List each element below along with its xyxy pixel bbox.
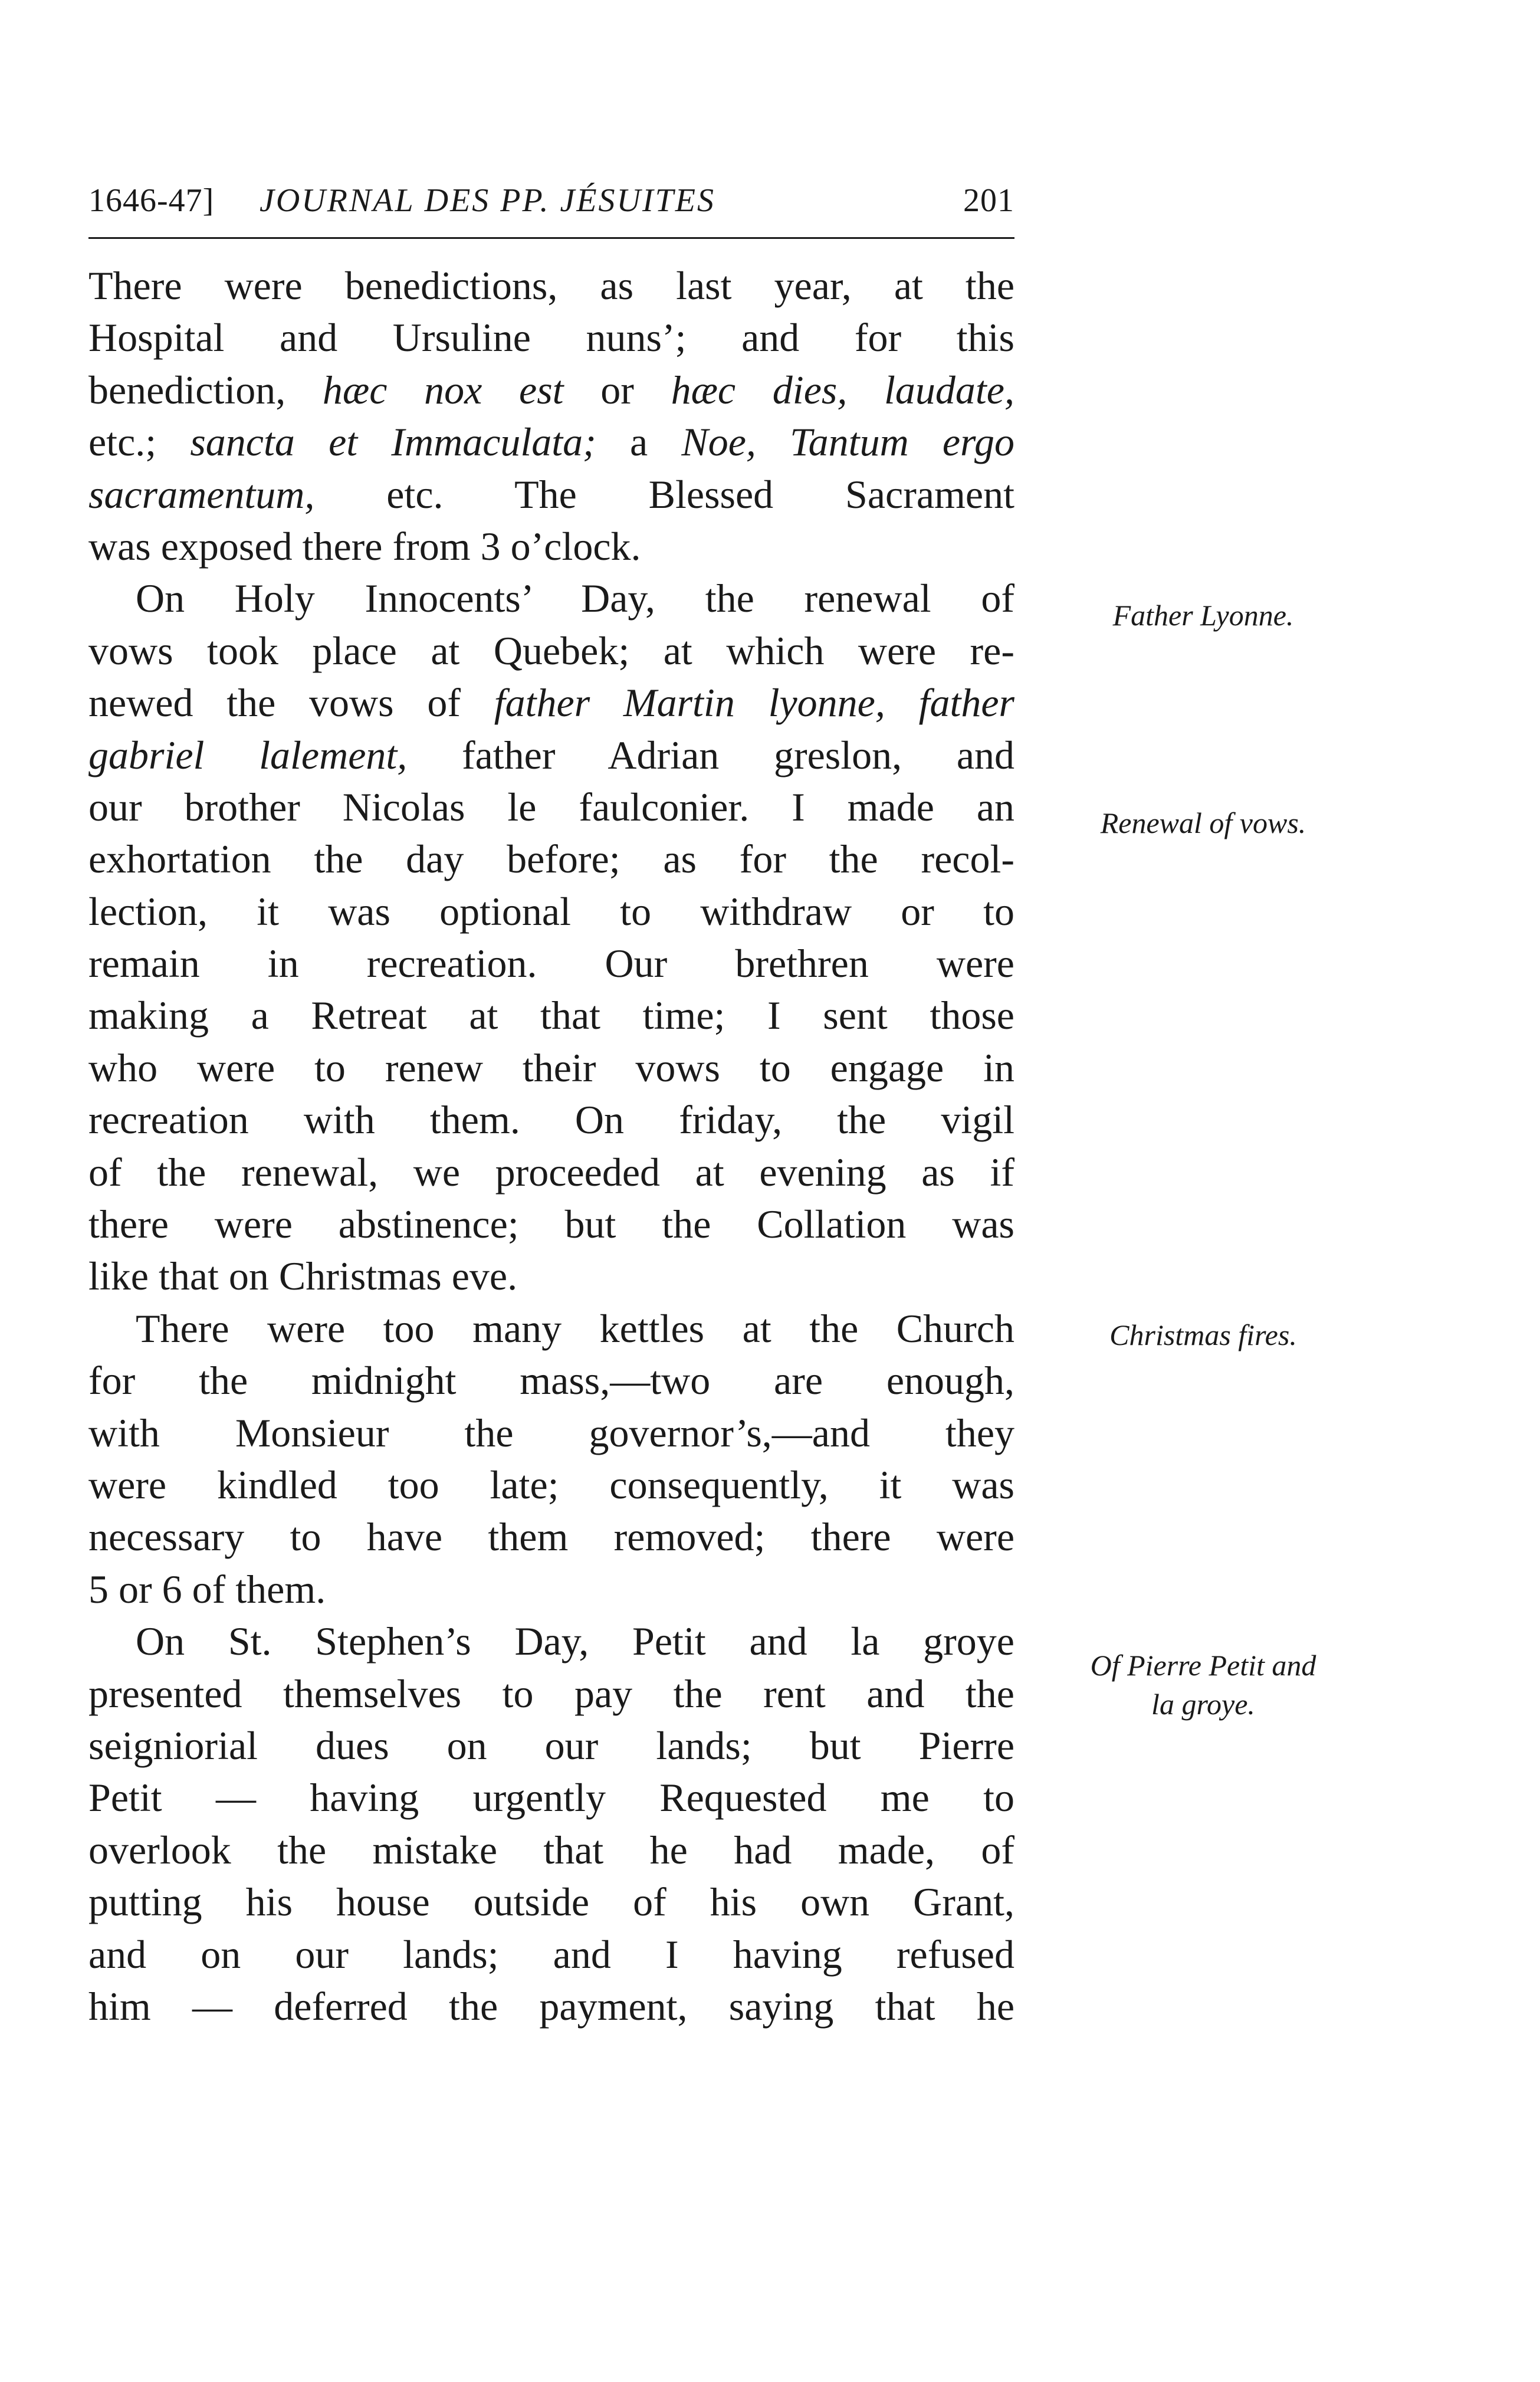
text-segment: On Holy Innocents’ Day, the renewal of bbox=[136, 576, 1014, 621]
text-segment: recreation with them. On friday, the vigil bbox=[88, 1097, 1014, 1143]
text-segment: etc.; bbox=[88, 419, 191, 465]
text-line bbox=[88, 729, 1014, 781]
text-segment: etc. The Blessed Sacrament bbox=[314, 471, 1014, 517]
text-line bbox=[88, 1928, 1014, 1980]
text-line bbox=[88, 1563, 1014, 1615]
text-line bbox=[88, 1876, 1014, 1928]
text-line bbox=[88, 520, 1014, 572]
text-segment: like that on Christmas eve. bbox=[88, 1254, 518, 1299]
text-segment: benediction, bbox=[88, 367, 323, 412]
sidenote-pierre-petit-line1: Of Pierre Petit and bbox=[1090, 1649, 1316, 1682]
sidenote-renewal-of-vows: Renewal of vows. bbox=[1100, 806, 1306, 839]
text-line bbox=[88, 1146, 1014, 1198]
text-segment: or bbox=[563, 367, 671, 412]
italic-segment: hæc nox est bbox=[322, 367, 564, 412]
page-number: 201 bbox=[963, 182, 1014, 219]
italic-segment: hæc dies, laudate, bbox=[671, 367, 1014, 412]
text-segment: making a Retreat at that time; I sent those bbox=[88, 993, 1014, 1038]
text-line bbox=[88, 311, 1014, 363]
text-line bbox=[88, 885, 1014, 937]
text-segment: a bbox=[596, 419, 682, 465]
text-segment: there were abstinence; but the Collation was bbox=[88, 1202, 1014, 1247]
text-line bbox=[88, 1198, 1014, 1250]
text-segment: Hospital and Ursuline nuns’; and for this bbox=[88, 315, 1014, 360]
text-segment: and on our lands; and I having refused bbox=[88, 1931, 1014, 1977]
text-segment: with Monsieur the governor’s,—and they bbox=[88, 1410, 1014, 1455]
text-line bbox=[88, 364, 1014, 416]
text-segment: necessary to have them removed; there were bbox=[88, 1514, 1014, 1560]
text-segment: presented themselves to pay the rent and the bbox=[88, 1671, 1014, 1716]
text-line bbox=[88, 1302, 1014, 1354]
text-segment: was exposed there from 3 o’clock. bbox=[88, 523, 641, 569]
text-segment: putting his house outside of his own Grant, bbox=[88, 1879, 1014, 1925]
text-segment: There were too many kettles at the Church bbox=[136, 1305, 1014, 1351]
text-segment: There were benedictions, as last year, at the bbox=[88, 263, 1014, 308]
text-segment: for the midnight mass,—two are enough, bbox=[88, 1358, 1014, 1403]
text-line bbox=[88, 625, 1014, 677]
text-segment: On St. Stephen’s Day, Petit and la groye bbox=[136, 1619, 1014, 1664]
text-line bbox=[88, 1771, 1014, 1823]
text-line bbox=[88, 1407, 1014, 1459]
text-line bbox=[88, 1094, 1014, 1146]
sidenote-father-lyonne: Father Lyonne. bbox=[1112, 599, 1294, 632]
text-segment: seigniorial dues on our lands; but Pierre bbox=[88, 1722, 1014, 1768]
text-segment: of the renewal, we proceeded at evening as if bbox=[88, 1149, 1014, 1195]
text-line bbox=[88, 1354, 1014, 1406]
text-segment: father Adrian greslon, and bbox=[407, 732, 1014, 777]
text-line bbox=[88, 1615, 1014, 1667]
text-segment: lection, it was optional to withdraw or to bbox=[88, 888, 1014, 934]
text-segment: 5 or 6 of them. bbox=[88, 1566, 326, 1612]
text-segment: Petit — having urgently Requested me to bbox=[88, 1775, 1014, 1820]
text-segment: were kindled too late; consequently, it was bbox=[88, 1462, 1014, 1507]
text-line bbox=[88, 1042, 1014, 1094]
header-rule bbox=[88, 237, 1014, 239]
running-head-title: JOURNAL DES PP. JÉSUITES bbox=[260, 182, 715, 219]
italic-segment: Noe, Tantum ergo bbox=[681, 419, 1014, 465]
text-segment: our brother Nicolas le faulconier. I made an bbox=[88, 784, 1014, 829]
running-head-years: 1646-47] bbox=[88, 182, 215, 219]
text-segment: vows took place at Quebek; at which were re- bbox=[88, 628, 1014, 673]
body-text bbox=[88, 260, 1014, 2032]
sidenote-pierre-petit bbox=[1026, 1646, 1380, 1724]
sidenote-christmas-fires: Christmas fires. bbox=[1109, 1318, 1297, 1351]
text-line bbox=[88, 572, 1014, 624]
text-line bbox=[88, 1668, 1014, 1720]
sidenote-pierre-petit-line2: la groye. bbox=[1151, 1688, 1255, 1721]
text-line bbox=[88, 937, 1014, 989]
text-segment: exhortation the day before; as for the recol- bbox=[88, 836, 1014, 882]
text-line bbox=[88, 1720, 1014, 1771]
text-line bbox=[88, 1980, 1014, 2032]
text-line bbox=[88, 677, 1014, 729]
italic-segment: sacramentum, bbox=[88, 471, 315, 517]
text-line bbox=[88, 260, 1014, 311]
text-line bbox=[88, 1824, 1014, 1876]
text-segment: him — deferred the payment, saying that he bbox=[88, 1983, 1014, 2029]
text-line bbox=[88, 833, 1014, 885]
text-line bbox=[88, 416, 1014, 468]
text-segment: who were to renew their vows to engage in bbox=[88, 1045, 1014, 1090]
text-segment: overlook the mistake that he had made, of bbox=[88, 1827, 1014, 1872]
text-line bbox=[88, 1511, 1014, 1563]
text-line bbox=[88, 989, 1014, 1041]
italic-segment: sancta et Immaculata; bbox=[190, 419, 596, 465]
italic-segment: father Martin lyonne, father bbox=[494, 680, 1014, 726]
italic-segment: gabriel lalement, bbox=[88, 732, 408, 777]
text-line bbox=[88, 1250, 1014, 1302]
text-line bbox=[88, 781, 1014, 833]
text-line bbox=[88, 468, 1014, 520]
text-segment: remain in recreation. Our brethren were bbox=[88, 941, 1014, 986]
text-segment: newed the vows of bbox=[88, 680, 494, 726]
text-line bbox=[88, 1459, 1014, 1511]
